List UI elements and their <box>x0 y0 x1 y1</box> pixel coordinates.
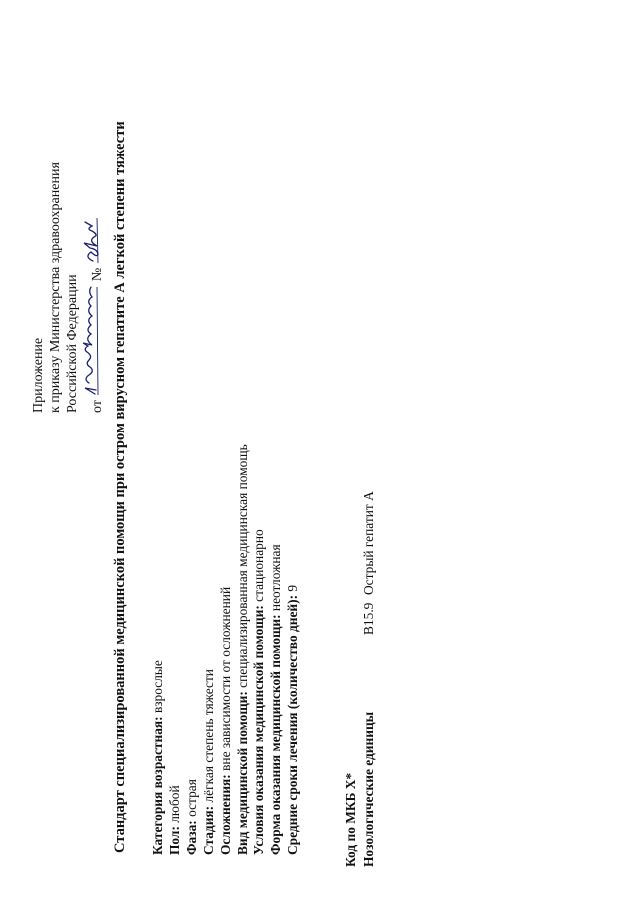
document-title: Стандарт специализированной медицинской помощи при остром вирусном гепатите А легкой степени тяжести <box>112 121 128 853</box>
param-sex: Пол: любой <box>166 785 182 855</box>
icd-codes-section <box>342 491 378 867</box>
param-care-form: Форма оказания медицинской помощи: неотложная <box>268 544 284 855</box>
icd-label: Код по МКБ X* <box>343 772 358 867</box>
handwritten-date-signature <box>81 285 101 397</box>
param-care-conditions: Условия оказания медицинской помощи: стационарно <box>251 529 267 855</box>
icd-label-row <box>342 491 360 867</box>
icd-code: B15.9 <box>361 602 376 635</box>
param-age-category: Категория возрастная: взрослые <box>150 660 165 855</box>
appendix-order-line: к приказу Министерства здравоохранения <box>48 162 63 413</box>
diagnosis-name: Острый гепатит А <box>361 491 376 595</box>
nosology-row <box>360 491 378 867</box>
date-prefix: от <box>90 400 105 413</box>
param-care-type: Вид медицинской помощи: специализированная медицинская помощь <box>234 444 250 855</box>
nosology-label: Нозологические единицы <box>361 711 376 867</box>
param-phase: Фаза: острая <box>183 779 199 855</box>
param-stage: Стадия: лёгкая степень тяжести <box>200 669 216 855</box>
appendix-country-line: Российской Федерации <box>65 274 80 413</box>
standard-parameters <box>150 444 302 855</box>
handwritten-number-signature <box>81 216 101 264</box>
number-sign: № <box>90 267 105 282</box>
appendix-header <box>30 162 106 413</box>
appendix-date-line <box>81 162 106 413</box>
param-complications: Осложнения: вне зависимости от осложнений <box>217 586 233 855</box>
appendix-title: Приложение <box>31 337 46 413</box>
param-treatment-duration: Средние сроки лечения (количество дней): 9 <box>285 584 301 855</box>
